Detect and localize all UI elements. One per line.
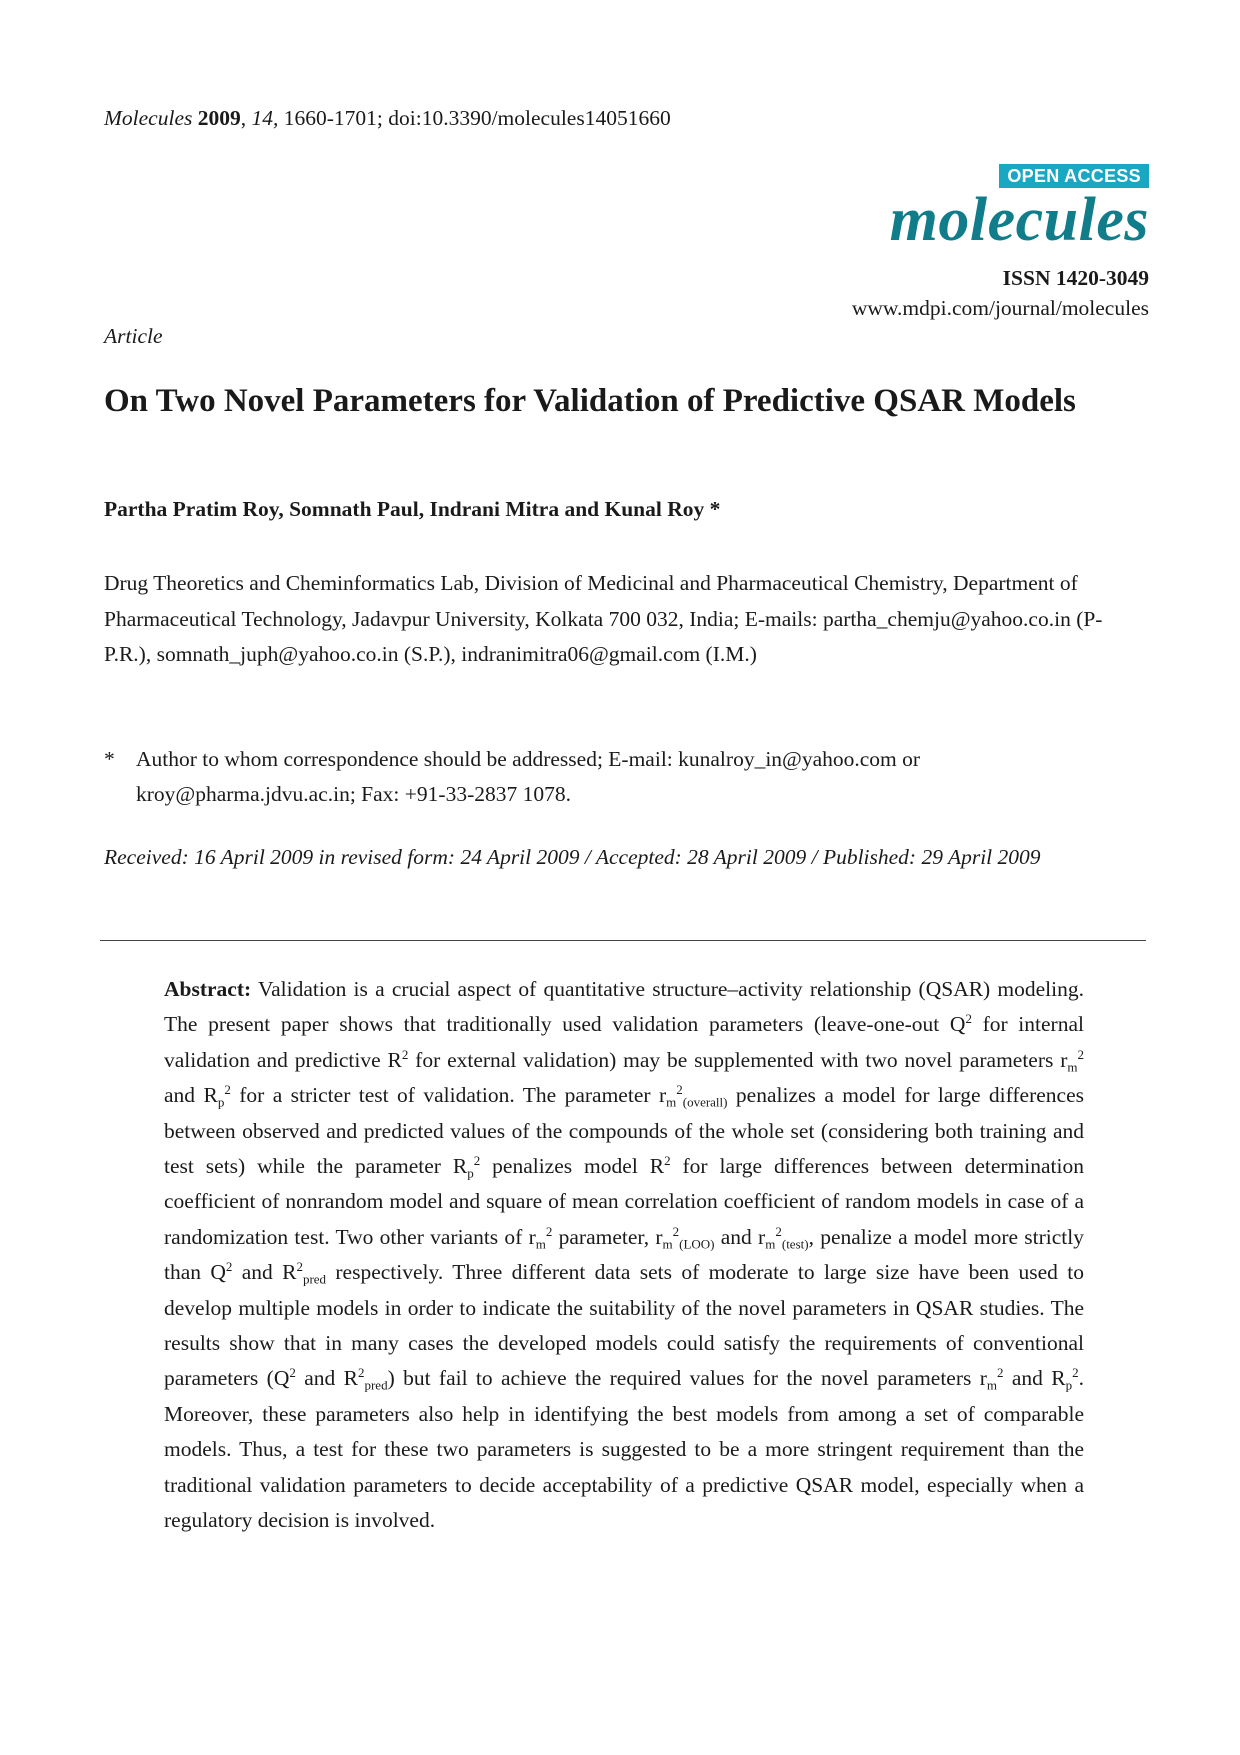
abstract-text: penalizes a model for large differences between observed and predicted values of the compounds of the whole set (considering both training and test sets) while the parameter R (164, 1083, 1085, 1179)
superscript: 2 (1072, 1365, 1079, 1381)
subscript: p (217, 1094, 225, 1110)
abstract-text: and R (295, 1366, 358, 1391)
abstract-text: and r (714, 1224, 766, 1249)
abstract-text: penalizes model R (480, 1154, 665, 1179)
subscript: m (535, 1236, 546, 1252)
subscript: m (1067, 1059, 1078, 1075)
correspondence-marker: * (104, 747, 115, 771)
subscript: m (986, 1378, 998, 1394)
publication-dates: Received: 16 April 2009 in revised form: 24 April 2009 / Accepted: 28 April 2009 / Published: 29 April 2009 (104, 845, 1041, 869)
subscript: pred (302, 1271, 327, 1287)
superscript: 2 (473, 1153, 481, 1169)
superscript: 2 (296, 1259, 303, 1275)
superscript: 2 (676, 1082, 683, 1098)
journal-website: www.mdpi.com/journal/molecules (851, 296, 1149, 320)
subscript: p (1065, 1378, 1073, 1394)
subscript: p (467, 1165, 474, 1181)
superscript: 2 (965, 1011, 972, 1027)
abstract-text: parameter, r (552, 1224, 663, 1249)
abstract-text: and R (1003, 1366, 1066, 1391)
issn: ISSN 1420-3049 (1002, 266, 1149, 290)
subscript: (overall) (682, 1094, 728, 1110)
superscript: 2 (1077, 1047, 1084, 1063)
superscript: 2 (401, 1047, 409, 1063)
superscript: 2 (545, 1224, 553, 1240)
superscript: 2 (224, 1082, 231, 1098)
subscript: m (666, 1094, 677, 1110)
superscript: 2 (775, 1224, 782, 1240)
correspondence-note (104, 742, 1144, 812)
journal-volume: 14, (251, 106, 279, 130)
superscript: 2 (225, 1259, 233, 1275)
abstract-text: , penalize a model more strictly than Q (164, 1224, 1084, 1285)
section-divider (100, 940, 1146, 941)
abstract-text: Validation is a crucial aspect of quantitative structure–activity relationship (QSAR) modeling. The present paper shows that traditionally used validation parameters (leave-one-out Q (164, 977, 1084, 1037)
superscript: 2 (289, 1365, 296, 1381)
abstract-text: and R (164, 1083, 218, 1108)
abstract-text: for a stricter test of validation. The parameter r (230, 1083, 667, 1108)
abstract-text: and R (232, 1260, 297, 1285)
subscript: m (662, 1236, 673, 1252)
subscript: m (765, 1236, 776, 1252)
article-title: On Two Novel Parameters for Validation of Predictive QSAR Models (104, 383, 1076, 419)
article-type: Article (104, 324, 163, 348)
abstract-label: Abstract: (164, 977, 252, 1001)
subscript: (test) (781, 1236, 809, 1252)
superscript: 2 (997, 1365, 1004, 1381)
superscript: 2 (672, 1224, 680, 1240)
open-access-badge: OPEN ACCESS (999, 164, 1149, 188)
abstract (164, 972, 1084, 1539)
superscript: 2 (357, 1365, 365, 1381)
journal-name: Molecules (104, 106, 193, 130)
pages-doi: 1660-1701; doi:10.3390/molecules14051660 (278, 106, 671, 130)
abstract-text: . Moreover, these parameters also help in identifying the best models from among a set of comparable models. Thus, a test for these two parameters is suggested to be a more stringent requirement than the traditional validation parameters to decide acceptability of a predictive QSAR model, especially when a regulatory decision is involved. (164, 1366, 1085, 1533)
author-list: Partha Pratim Roy, Somnath Paul, Indrani Mitra and Kunal Roy * (104, 497, 721, 521)
abstract-text: for external validation) may be supplemented with two novel parameters r (408, 1047, 1068, 1072)
journal-logo: molecules (889, 186, 1149, 254)
subscript: (LOO) (679, 1236, 715, 1252)
subscript: pred (364, 1378, 388, 1394)
citation-line: Molecules 2009, 14, 1660-1701; doi:10.3390/molecules14051660 (104, 106, 671, 130)
abstract-text: respectively. Three different data sets of moderate to large size have been used to develop multiple models in order to indicate the suitability of the novel parameters in QSAR studies. The results show that in many cases the developed models could satisfy the requirements of conventional parameters (Q (164, 1260, 1084, 1391)
superscript: 2 (664, 1153, 671, 1169)
abstract-text: for internal validation and predictive R (164, 1012, 1084, 1072)
correspondence-text: Author to whom correspondence should be addressed; E-mail: kunalroy_in@yahoo.com or kroy@pharma.jdvu.ac.in; Fax: +91-33-2837 1078. (136, 747, 921, 806)
abstract-text: for large differences between determination coefficient of nonrandom model and square of mean correlation coefficient of random models in case of a randomization test. Two other variants of r (164, 1154, 1084, 1249)
publication-year: 2009 (197, 106, 241, 130)
affiliation: Drug Theoretics and Cheminformatics Lab, Division of Medicinal and Pharmaceutical Chemistry, Department of Pharmaceutical Technology, Jadavpur University, Kolkata 700 032, India; E-mails: partha_chemju@yahoo.co.in (P-P.R.), somnath_juph@yahoo.co.in (S.P.), indranimitra06@gmail.com (I.M.) (104, 571, 1103, 666)
abstract-text: ) but fail to achieve the required values for the novel parameters r (387, 1366, 987, 1391)
